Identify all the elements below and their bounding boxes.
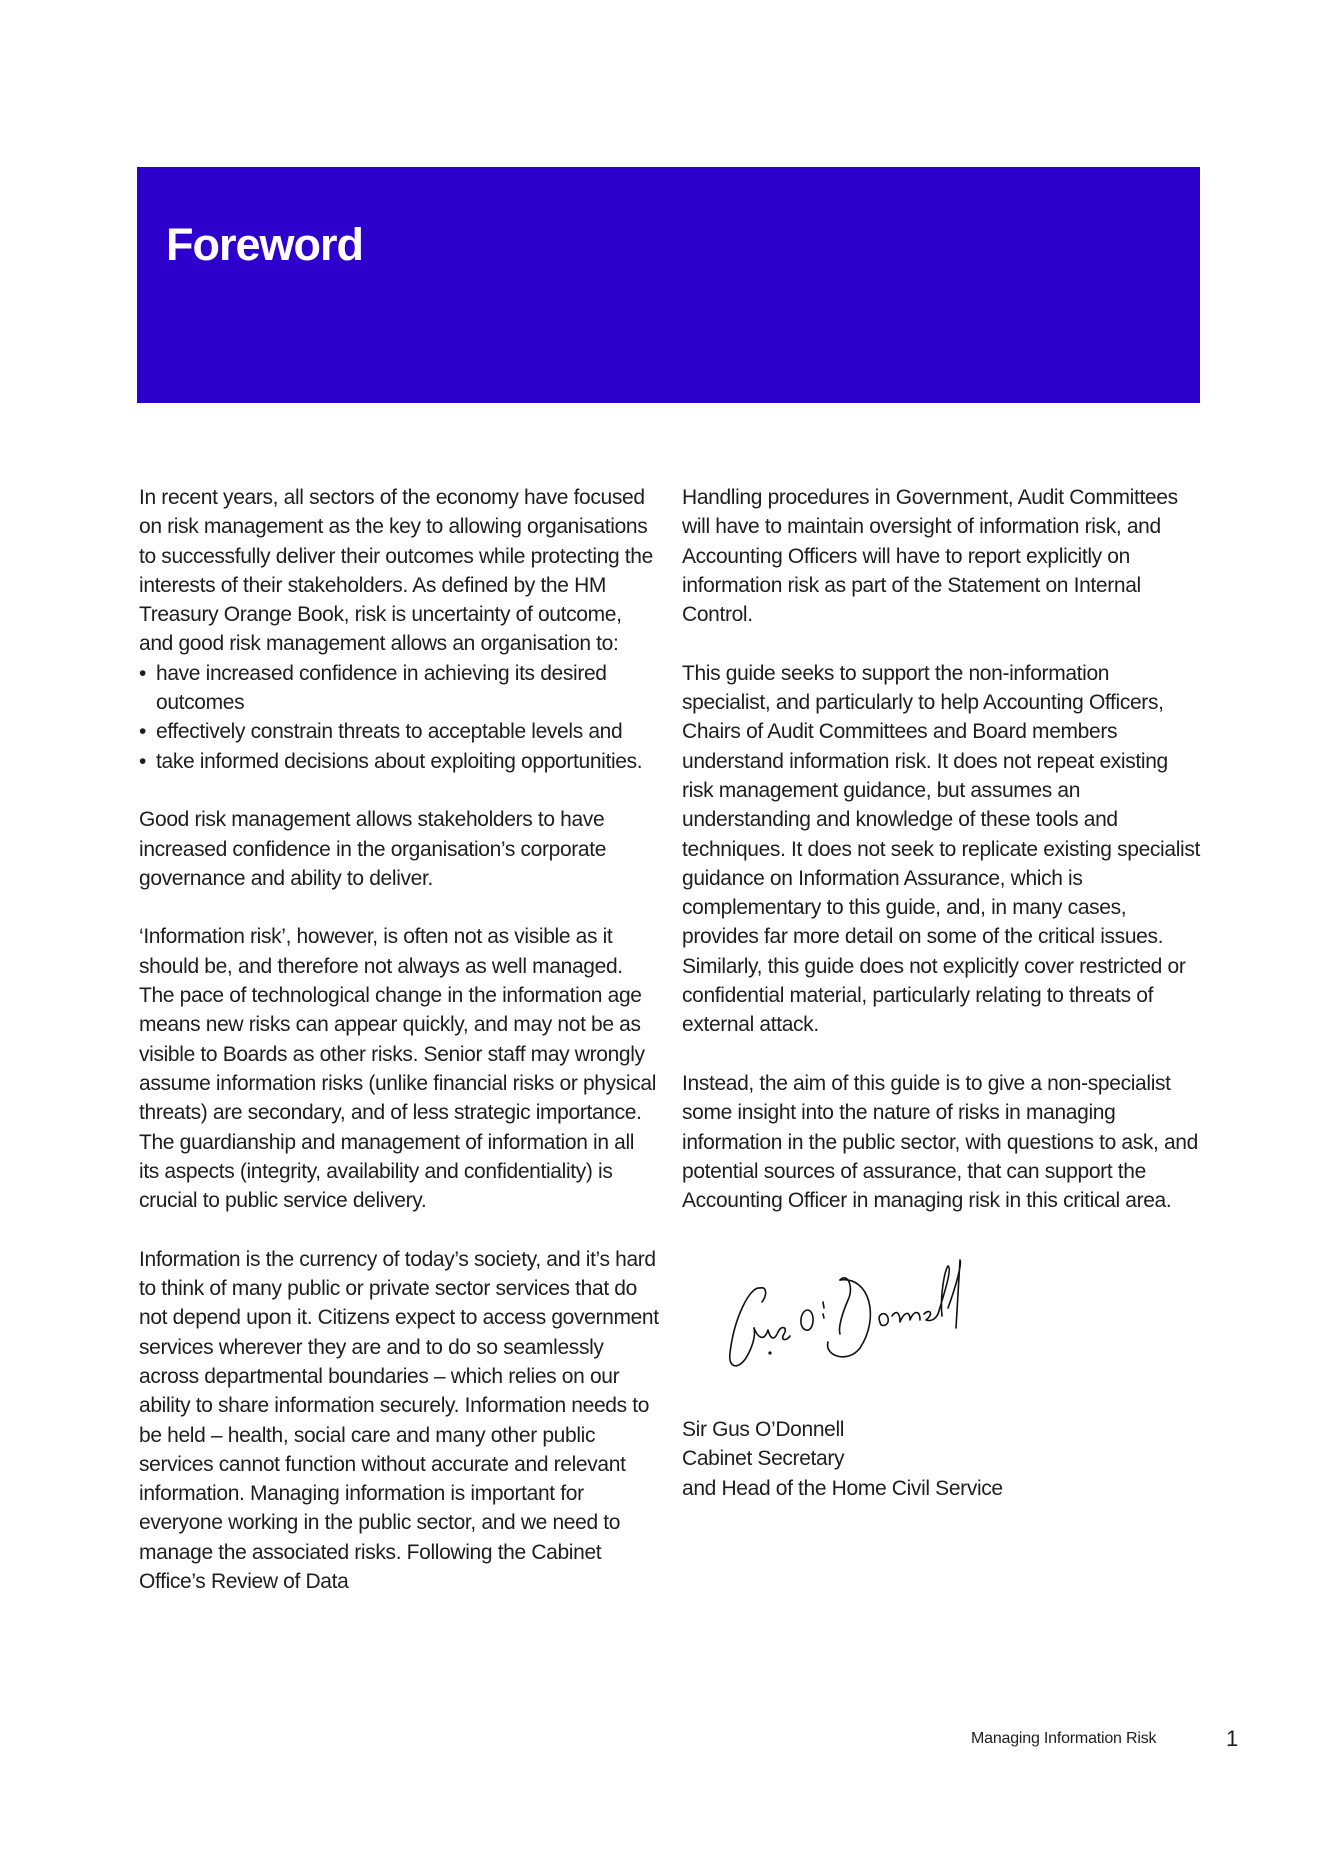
list-item-text: have increased confidence in achieving its desired outcomes: [156, 661, 607, 715]
bullet-icon: •: [139, 720, 147, 744]
objectives-list: [139, 659, 659, 776]
title-banner: [137, 167, 1200, 403]
body-paragraph: This guide seeks to support the non-information specialist, and particularly to help Accounting Officers, Chairs of Audit Committees and Board members understand information risk. It does not repeat existing risk management guidance, but assumes an understanding and knowledge of these tools and techniques. It does not seek to replicate existing specialist guidance on Information Assurance, which is complementary to this guide, and, in many cases, provides far more detail on some of the critical issues. Similarly, this guide does not explicitly cover restricted or confidential material, particularly relating to threats of external attack.: [682, 661, 1200, 1037]
page-number: 1: [1226, 1726, 1239, 1751]
body-paragraph: Information is the currency of today’s society, and it’s hard to think of many public or private sector services that do not depend upon it. Citizens expect to access government services wherever they are and to do so seamlessly across departmental boundaries – which relies on our ability to share information securely. Information needs to be held – health, social care and many other public services cannot function without accurate and relevant information. Managing information is important for everyone working in the public sector, and we need to manage the associated risks. Following the Cabinet Office’s Review of Data: [139, 1247, 659, 1593]
body-paragraph: Instead, the aim of this guide is to give a non-specialist some insight into the nature of risks in managing information in the public sector, with questions to ask, and potential sources of assurance, that can support the Accounting Officer in managing risk in this critical area.: [682, 1071, 1198, 1213]
signatory-title: Cabinet Secretary: [682, 1447, 845, 1471]
signatory-title: and Head of the Home Civil Service: [682, 1476, 1003, 1500]
bullet-icon: •: [139, 749, 147, 773]
list-item-text: take informed decisions about exploiting opportunities.: [156, 749, 643, 773]
body-paragraph: Good risk management allows stakeholders to have increased confidence in the organisation’s corporate governance and ability to deliver.: [139, 808, 607, 890]
list-item: [139, 659, 659, 718]
bullet-icon: •: [139, 661, 147, 685]
intro-paragraph: In recent years, all sectors of the economy have focused on risk management as the key to allowing organisations to successfully deliver their outcomes while protecting the interests of their stakeholders. As defined by the HM Treasury Orange Book, risk is uncertainty of outcome, and good risk management allows an organisation to:: [139, 486, 653, 656]
signatory-block: [682, 1415, 1003, 1503]
right-column: [682, 483, 1202, 1245]
page-title: Foreword: [166, 219, 364, 270]
footer-document-title: Managing Information Risk: [971, 1730, 1157, 1747]
left-column: [139, 483, 659, 1626]
signature-icon: [720, 1258, 1020, 1388]
body-paragraph: ‘Information risk’, however, is often not as visible as it should be, and therefore not always as well managed. The pace of technological change in the information age means new risks can appear quickly, and may not be as visible to Boards as other risks. Senior staff may wrongly assume information risks (unlike financial risks or physical threats) are secondary, and of less strategic importance. The guardianship and management of information in all its aspects (integrity, availability and confidentiality) is crucial to public service delivery.: [139, 925, 657, 1213]
list-item: [139, 747, 659, 776]
signatory-name: Sir Gus O’Donnell: [682, 1418, 845, 1441]
body-paragraph: Handling procedures in Government, Audit Committees will have to maintain oversight of information risk, and Accounting Officers will have to report explicitly on information risk as part of the Statement on Internal Control.: [682, 486, 1178, 627]
list-item-text: effectively constrain threats to acceptable levels and: [156, 720, 623, 744]
list-item: [139, 717, 659, 746]
